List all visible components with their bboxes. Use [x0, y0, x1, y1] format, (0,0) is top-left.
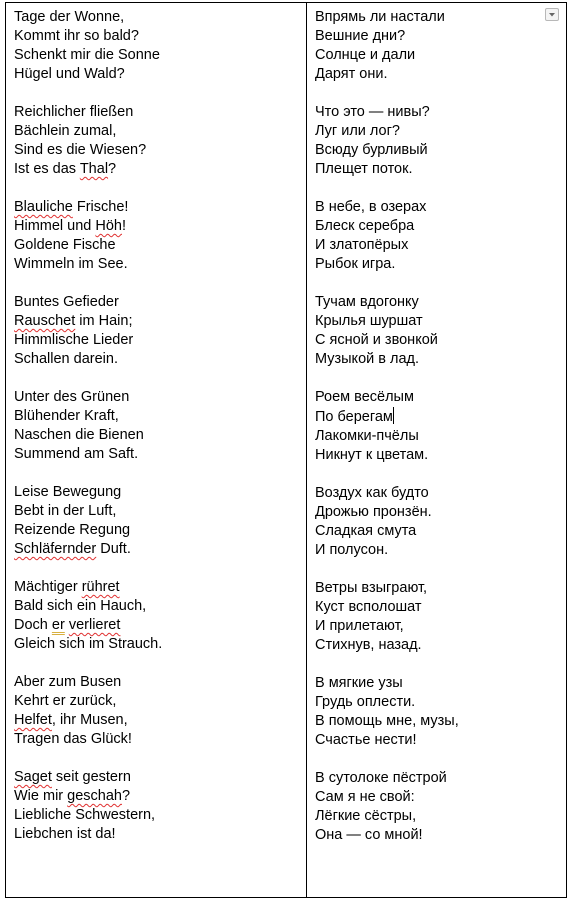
line-text: Грудь оплести.: [315, 694, 416, 710]
line-text: Она — со мной!: [315, 827, 423, 843]
misspelled-word: rühret: [81, 579, 120, 595]
line-text: ?: [122, 788, 131, 804]
line-text: ?: [108, 161, 117, 177]
line-text: Reichlicher fließen: [14, 104, 134, 120]
poem-line: [315, 236, 550, 255]
poem-line: [14, 483, 299, 502]
poem-line: [14, 806, 299, 825]
stanza: [14, 673, 299, 749]
poem-line: [14, 46, 299, 65]
poem-line: [14, 217, 299, 236]
line-text: Reizende Regung: [14, 522, 131, 538]
poem-line: [14, 293, 299, 312]
line-text: Всюду бурливый: [315, 142, 428, 158]
poem-line: [14, 540, 299, 559]
line-text: Buntes Gefieder: [14, 294, 119, 310]
poem-line: [315, 217, 550, 236]
poem-line: [315, 46, 550, 65]
poem-line: [315, 350, 550, 369]
poem-line: [14, 521, 299, 540]
stanza: [315, 484, 550, 560]
line-text: Плещет поток.: [315, 161, 413, 177]
poem-line: [14, 768, 299, 787]
stanza: [315, 769, 550, 845]
line-text: Leise Bewegung: [14, 484, 122, 500]
grammar-flagged-word: er: [51, 617, 65, 633]
line-text: !: [122, 218, 127, 234]
line-text: Bächlein zumal,: [14, 123, 117, 139]
poem-line: [14, 635, 299, 654]
line-text: Naschen die Bienen: [14, 427, 144, 443]
misspelled-word: Schläfernder: [14, 541, 97, 557]
line-text: Unter des Grünen: [14, 389, 130, 405]
line-text: Дарят они.: [315, 66, 388, 82]
line-text: Ветры взыграют,: [315, 580, 428, 596]
poem-line: [315, 312, 550, 331]
line-text: Frische!: [72, 199, 129, 215]
poem-line: [315, 693, 550, 712]
stanza: [14, 768, 299, 844]
poem-line: [14, 388, 299, 407]
line-text: Блеск серебра: [315, 218, 415, 234]
poem-line: [315, 769, 550, 788]
poem-line: [14, 350, 299, 369]
line-text: Doch: [14, 617, 52, 633]
line-text: Что это — нивы?: [315, 104, 430, 120]
poem-line: [315, 331, 550, 350]
stanza: [315, 388, 550, 465]
poem-line: [315, 484, 550, 503]
poem-line: [315, 255, 550, 274]
line-text: Куст всполошат: [315, 599, 422, 615]
line-text: Schallen darein.: [14, 351, 118, 367]
poem-line: [14, 65, 299, 84]
line-text: Duft.: [96, 541, 131, 557]
line-text: im Hain;: [75, 313, 133, 329]
poem-line: [315, 293, 550, 312]
stanza: [315, 293, 550, 369]
stanza: [14, 388, 299, 464]
poem-line: [315, 65, 550, 84]
poem-line: [315, 103, 550, 122]
stanza: [14, 578, 299, 654]
poem-line: [14, 122, 299, 141]
line-text: Wimmeln im See.: [14, 256, 128, 272]
poem-line: [14, 198, 299, 217]
line-text: Himmlische Lieder: [14, 332, 134, 348]
poem-line: [315, 446, 550, 465]
misspelled-word: Blauliche: [14, 199, 73, 215]
poem-line: [14, 8, 299, 27]
line-text: Liebchen ist da!: [14, 826, 116, 842]
poem-line: [14, 787, 299, 806]
poem-line: [315, 427, 550, 446]
russian-translation-column[interactable]: [315, 8, 550, 864]
poem-line: [14, 711, 299, 730]
stanza: [14, 483, 299, 559]
misspelled-word: Saget: [14, 769, 52, 785]
line-text: В сутолоке пёстрой: [315, 770, 447, 786]
line-text: Сладкая смута: [315, 523, 417, 539]
line-text: В небе, в озерах: [315, 199, 427, 215]
stanza: [14, 8, 299, 84]
cell-dropdown-button[interactable]: [545, 8, 559, 21]
misspelled-word: Thal: [79, 161, 109, 177]
poem-line: [14, 616, 299, 635]
line-text: seit gestern: [51, 769, 131, 785]
poem-line: [14, 597, 299, 616]
poem-line: [14, 426, 299, 445]
line-text: Солнце и дали: [315, 47, 416, 63]
poem-line: [315, 522, 550, 541]
line-text: Музыкой в лад.: [315, 351, 420, 367]
poem-line: [315, 617, 550, 636]
line-text: Впрямь ли настали: [315, 9, 445, 25]
poem-line: [14, 578, 299, 597]
poem-line: [14, 236, 299, 255]
poem-line: [315, 826, 550, 845]
line-text: С ясной и звонкой: [315, 332, 438, 348]
poem-line: [14, 27, 299, 46]
poem-line: [315, 579, 550, 598]
line-text: Goldene Fische: [14, 237, 116, 253]
line-text: И полусон.: [315, 542, 389, 558]
poem-line: [315, 731, 550, 750]
line-text: Вешние дни?: [315, 28, 406, 44]
poem-line: [14, 103, 299, 122]
misspelled-word: Höh: [95, 218, 122, 234]
poem-line: [14, 730, 299, 749]
line-text: Роем весёлым: [315, 389, 414, 405]
stanza: [14, 103, 299, 179]
poem-line: [315, 407, 550, 427]
line-text: Ist es das: [14, 161, 80, 177]
poem-line: [315, 122, 550, 141]
line-text: Стихнув, назад.: [315, 637, 422, 653]
poem-line: [14, 502, 299, 521]
line-text: Рыбок игра.: [315, 256, 396, 272]
line-text: Gleich sich im Strauch.: [14, 636, 163, 652]
line-text: Тучам вдогонку: [315, 294, 419, 310]
poem-line: [315, 598, 550, 617]
line-text: Крылья шуршат: [315, 313, 423, 329]
poem-line: [315, 503, 550, 522]
poem-line: [315, 198, 550, 217]
poem-line: [315, 160, 550, 179]
line-text: И прилетают,: [315, 618, 404, 634]
line-text: Счастье нести!: [315, 732, 417, 748]
line-text: По берегам: [315, 409, 393, 425]
line-text: В помощь мне, музы,: [315, 713, 459, 729]
line-text: Summend am Saft.: [14, 446, 139, 462]
poem-line: [315, 8, 550, 27]
german-original-column[interactable]: [14, 8, 299, 863]
misspelled-word: Helfet: [14, 712, 52, 728]
line-text: Mächtiger: [14, 579, 82, 595]
line-text: Kommt ihr so bald?: [14, 28, 139, 44]
line-text: В мягкие узы: [315, 675, 403, 691]
poem-line: [315, 541, 550, 560]
poem-line: [315, 27, 550, 46]
line-text: Дрожью пронзён.: [315, 504, 432, 520]
stanza: [315, 8, 550, 84]
line-text: Луг или лог?: [315, 123, 400, 139]
poem-line: [14, 331, 299, 350]
line-text: Wie mir: [14, 788, 68, 804]
line-text: Tragen das Glück!: [14, 731, 132, 747]
line-text: Kehrt er zurück,: [14, 693, 117, 709]
line-text: Сам я не свой:: [315, 789, 415, 805]
poem-line: [14, 825, 299, 844]
poem-line: [315, 388, 550, 407]
line-text: Liebliche Schwestern,: [14, 807, 156, 823]
line-text: Tage der Wonne,: [14, 9, 125, 25]
line-text: Hügel und Wald?: [14, 66, 125, 82]
poem-line: [14, 141, 299, 160]
poem-line: [14, 255, 299, 274]
stanza: [315, 103, 550, 179]
line-text: Bebt in der Luft,: [14, 503, 117, 519]
misspelled-word: Rauschet: [14, 313, 76, 329]
line-text: И златопёрых: [315, 237, 409, 253]
poem-line: [315, 674, 550, 693]
stanza: [14, 198, 299, 274]
line-text: Лёгкие сёстры,: [315, 808, 417, 824]
poem-line: [315, 712, 550, 731]
line-text: Воздух как будто: [315, 485, 429, 501]
poem-line: [14, 692, 299, 711]
stanza: [315, 198, 550, 274]
poem-line: [14, 445, 299, 464]
line-text: Sind es die Wiesen?: [14, 142, 147, 158]
stanza: [14, 293, 299, 369]
chevron-down-icon: [546, 9, 558, 20]
misspelled-word: geschah: [67, 788, 122, 804]
poem-line: [315, 141, 550, 160]
line-text: Himmel und: [14, 218, 96, 234]
line-text: Никнут к цветам.: [315, 447, 429, 463]
stanza: [315, 579, 550, 655]
poem-line: [14, 673, 299, 692]
misspelled-word: verlieret: [68, 617, 121, 633]
stanza: [315, 674, 550, 750]
line-text: Schenkt mir die Sonne: [14, 47, 160, 63]
line-text: Bald sich ein Hauch,: [14, 598, 147, 614]
poem-translation-table: [5, 2, 567, 898]
text-cursor: [393, 407, 394, 424]
line-text: Blühender Kraft,: [14, 408, 119, 424]
poem-line: [14, 160, 299, 179]
line-text: Лакомки-пчёлы: [315, 428, 419, 444]
poem-line: [14, 312, 299, 331]
column-divider: [306, 3, 307, 897]
poem-line: [315, 807, 550, 826]
line-text: , ihr Musen,: [51, 712, 128, 728]
poem-line: [14, 407, 299, 426]
poem-line: [315, 636, 550, 655]
poem-line: [315, 788, 550, 807]
line-text: Aber zum Busen: [14, 674, 122, 690]
